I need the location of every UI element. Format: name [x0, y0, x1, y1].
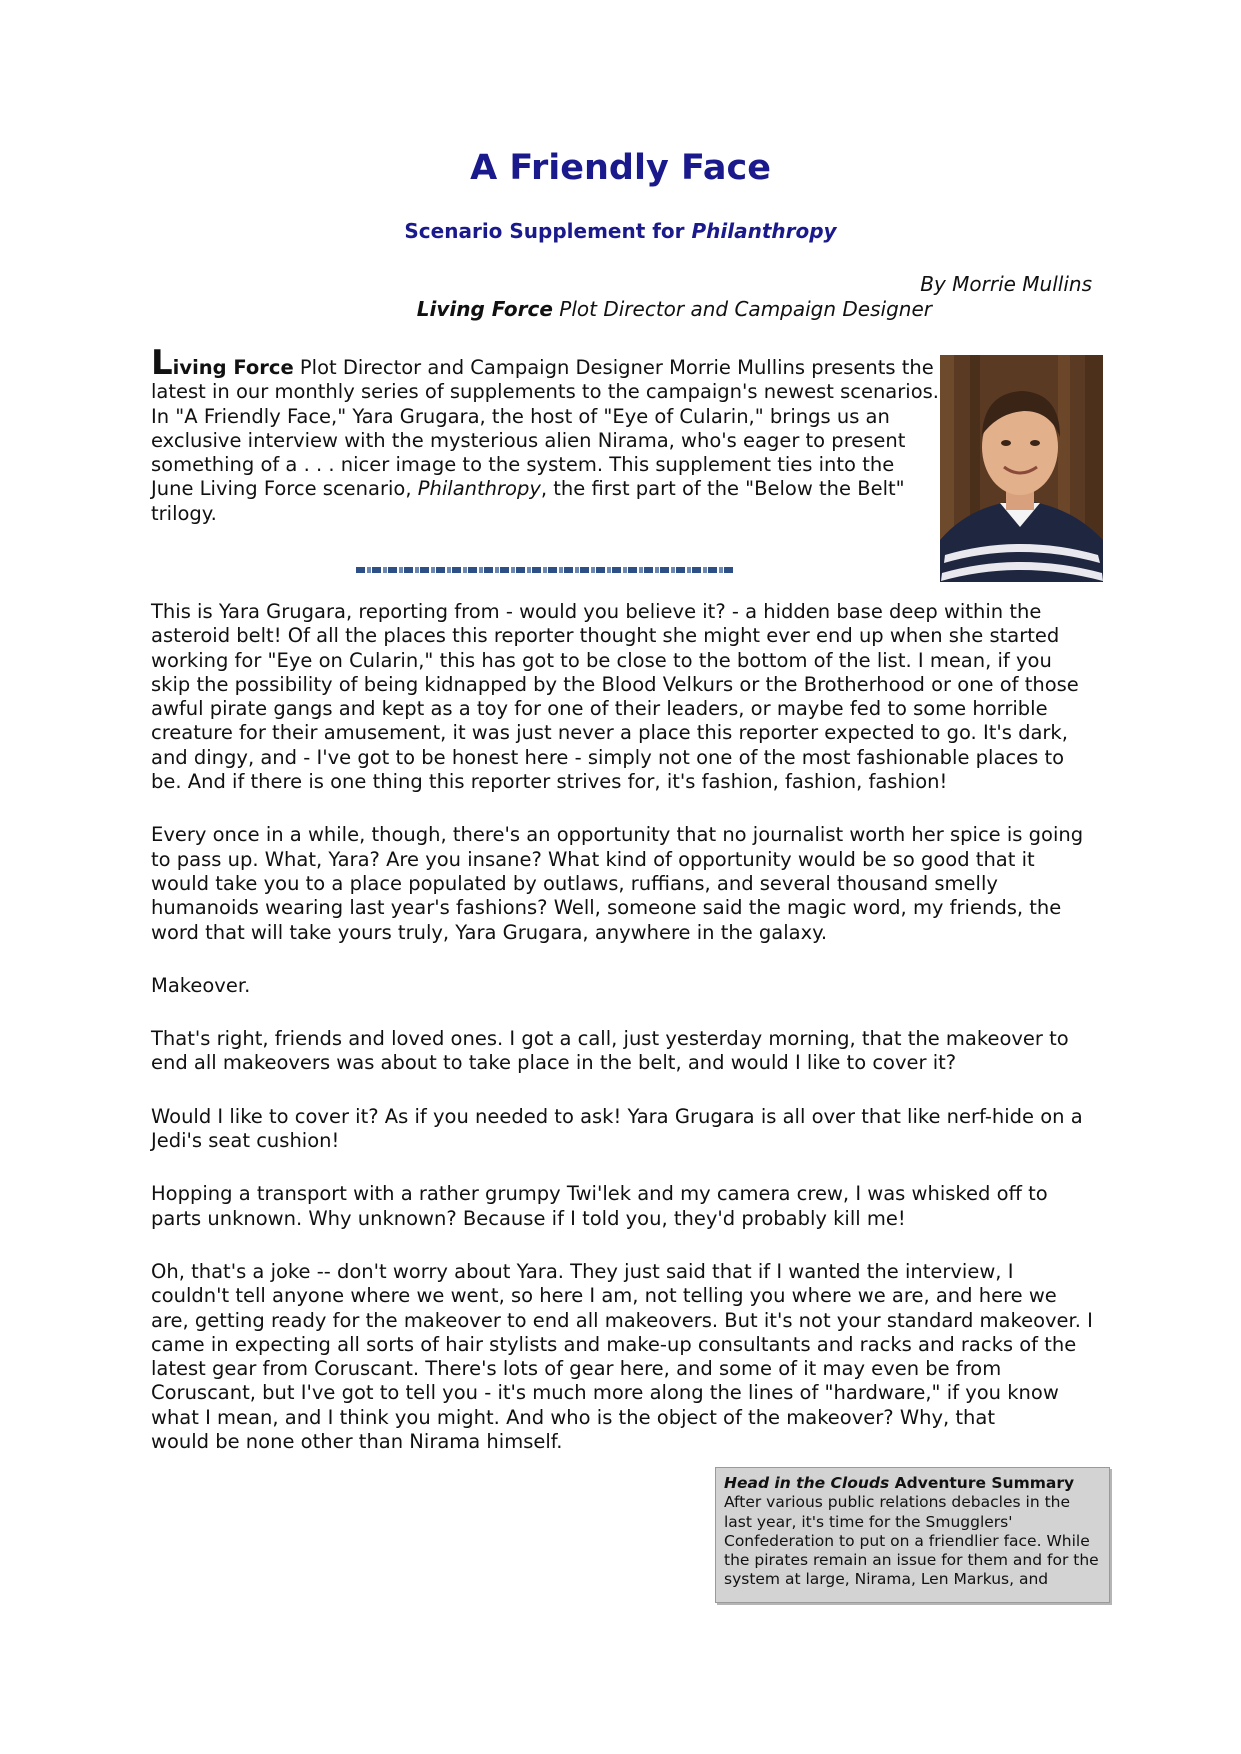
body-paragraph-2: Every once in a while, though, there's an opportunity that no journalist worth her spice is going to pass up. What, Yara? Are you insane? What kind of opportunity would be so good that it would take you to a place populated by outlaws, ruffians, and several thousand smelly humanoids wearing last year's fashions? Well, someone said the magic word, my friends, the word that will take yours truly, Yara Grugara, anywhere in the galaxy.	[151, 823, 1084, 944]
author-byline: By Morrie Mullins	[920, 272, 1092, 296]
sidebar-title-rest: Adventure Summary	[889, 1474, 1075, 1492]
sidebar-title	[724, 1474, 1101, 1493]
body-paragraph-7-text: Oh, that's a joke -- don't worry about Yara. They just said that if I wanted the interview, I couldn't tell anyone where we went, so here I am, not telling you where we are, and here we are, getting ready for the makeover to end all makeovers. But it's not your standard makeover. I came in expecting all sorts of hair stylists and make-up consultants and racks and racks of the latest gear from Coruscant. There's lots of gear here, and some of it may even be from Coruscant, but I've got to tell you - it's much more along the lines of "hardware," if you know what I mean, and I think you might. And who is the object of the makeover? Why, that	[151, 1259, 1093, 1429]
article-title: A Friendly Face	[470, 148, 771, 188]
article-body	[151, 600, 1096, 1454]
article-subtitle	[0, 219, 1241, 243]
body-paragraph-1: This is Yara Grugara, reporting from - would you believe it? - a hidden base deep within the asteroid belt! Of all the places this reporter thought she might ever end up when she started working for "Eye on Cularin," this has got to be close to the bottom of the list. I mean, if you skip the possibility of being kidnapped by the Blood Velkurs or the Brotherhood or one of those awful pirate gangs and kept as a toy for one of their leaders, or maybe fed to some horrible creature for their amusement, it was just never a place this reporter expected to go. It's dark, and dingy, and - I've got to be honest here - simply not one of the most fashionable places to be. And if there is one thing this reporter strives for, it's fashion, fashion, fashion!	[151, 600, 1079, 794]
author-role-title: Plot Director and Campaign Designer	[552, 297, 932, 321]
sidebar-title-adventure: Head in the Clouds	[724, 1474, 890, 1492]
body-paragraph-5: Would I like to cover it? As if you needed to ask! Yara Grugara is all over that like nerf-hide on a Jedi's seat cushion!	[151, 1104, 1083, 1153]
sidebar-text: After various public relations debacles in the last year, it's time for the Smugglers' Confederation to put on a friendlier face. While the pirates remain an issue for them and for the system at large, Nirama, Len Markus, and	[724, 1493, 1099, 1589]
intro-paragraph	[151, 343, 941, 526]
author-role-campaign: Living Force	[416, 297, 553, 321]
author-role	[300, 297, 932, 321]
intro-scenario-name: Philanthropy	[417, 477, 541, 501]
body-paragraph-7-end: would be none other than Nirama himself.	[151, 1430, 563, 1454]
author-portrait-image	[940, 355, 1103, 582]
subtitle-scenario-name: Philanthropy	[691, 219, 837, 243]
adventure-summary-sidebar	[715, 1467, 1110, 1603]
subtitle-prefix: Scenario Supplement for	[404, 219, 692, 243]
body-paragraph-3: Makeover.	[151, 973, 251, 997]
intro-dropcap: L	[151, 343, 173, 383]
body-paragraph-4: That's right, friends and loved ones. I got a call, just yesterday morning, that the makeover to end all makeovers was about to take place in the belt, and would I like to cover it?	[151, 1027, 1069, 1075]
author-photo	[940, 355, 1103, 582]
body-paragraph-6: Hopping a transport with a rather grumpy Twi'lek and my camera crew, I was whisked off to parts unknown. Why unknown? Because if I told you, they'd probably kill me!	[151, 1182, 1048, 1230]
intro-lead: iving Force	[172, 356, 294, 379]
section-divider	[356, 567, 734, 573]
body-paragraph-7	[151, 1260, 1096, 1454]
intro-text-1: Plot Director and Campaign Designer Morrie Mullins presents the latest in our monthly series of supplements to the campaign's newest scenarios. In "A Friendly Face," Yara Grugara, the host of "Eye of Cularin," brings us an exclusive interview with the mysterious alien Nirama, who's eager to present something of a . . . nicer image to the system. This supplement ties into the June Living Force scenario,	[151, 356, 939, 501]
intro-text-2: , the first part of the "Below the Belt" trilogy.	[151, 477, 905, 525]
